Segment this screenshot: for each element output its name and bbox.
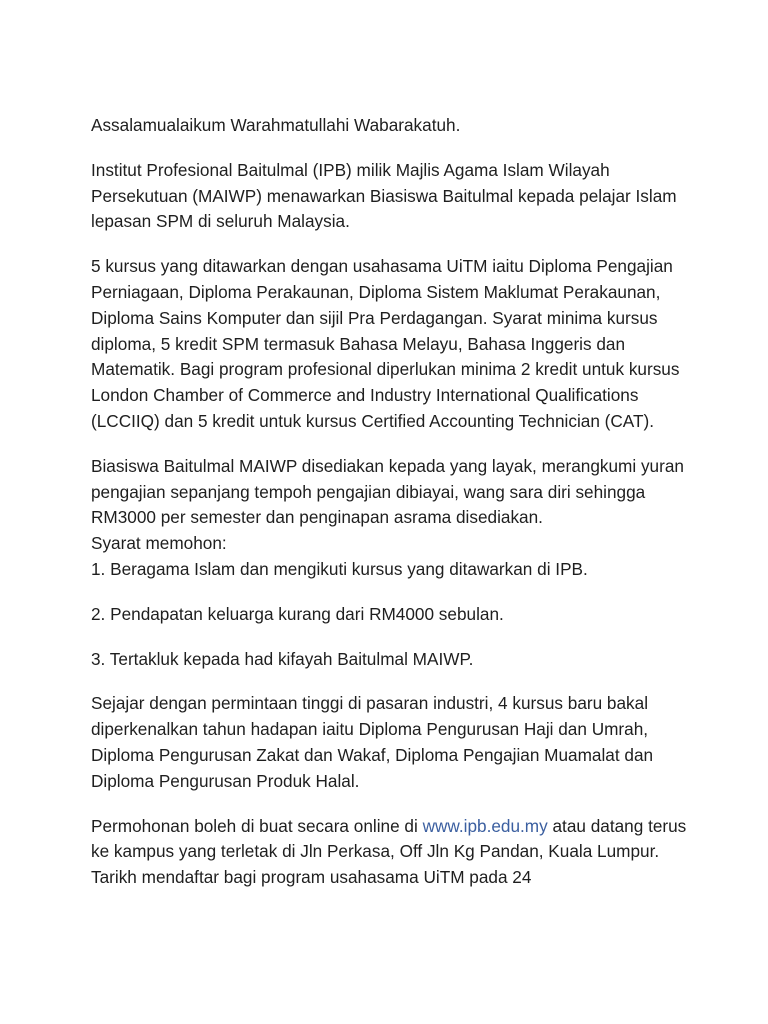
intro-paragraph: Institut Profesional Baitulmal (IPB) milik Majlis Agama Islam Wilayah Persekutuan (MAIWP) menawarkan Biasiswa Baitulmal kepada pelajar Islam lepasan SPM di seluruh Malaysia. bbox=[91, 159, 677, 232]
requirements-heading: Syarat memohon: bbox=[91, 533, 227, 554]
requirement-item-3: 3. Tertakluk kepada had kifayah Baitulmal MAIWP. bbox=[91, 648, 474, 669]
new-courses-paragraph: Sejajar dengan permintaan tinggi di pasaran industri, 4 kursus baru bakal diperkenalkan tahun hadapan iaitu Diploma Pengurusan Haji dan Umrah, Diploma Pengurusan Zakat dan Wakaf, Diploma Pengajian Muamalat dan Diploma Pengurusan Produk Halal. bbox=[91, 693, 654, 791]
apply-text-after-link: atau datang terus ke kampus yang terletak di Jln Perkasa, Off Jln Kg Pandan, Kuala Lumpur. Tarikh mendaftar bagi program usahasama UiTM pada 24 bbox=[91, 815, 687, 888]
requirement-item-2: 2. Pendapatan keluarga kurang dari RM4000 sebulan. bbox=[91, 603, 504, 624]
courses-paragraph: 5 kursus yang ditawarkan dengan usahasama UiTM iaitu Diploma Pengajian Perniagaan, Diploma Perakaunan, Diploma Sistem Maklumat Perakaunan, Diploma Sains Komputer dan sijil Pra Perdagangan. Syarat minima kursus diploma, 5 kredit SPM termasuk Bahasa Melayu, Bahasa Inggeris dan Matematik. Bagi program profesional diperlukan minima 2 kredit untuk kursus London Chamber of Commerce and Industry International Qualifications (LCCIIQ) dan 5 kredit untuk kursus Certified Accounting Technician (CAT). bbox=[91, 256, 680, 431]
requirement-item-1: 1. Beragama Islam dan mengikuti kursus yang ditawarkan di IPB. bbox=[91, 558, 588, 579]
apply-paragraph bbox=[91, 814, 708, 891]
ipb-website-link[interactable]: www.ipb.edu.my bbox=[422, 815, 548, 836]
scholarship-paragraph: Biasiswa Baitulmal MAIWP disediakan kepada yang layak, merangkumi yuran pengajian sepanjang tempoh pengajian dibiayai, wang sara diri sehingga RM3000 per semester dan penginapan asrama disediakan. bbox=[91, 455, 684, 528]
apply-text-before-link: Permohonan boleh di buat secara online di bbox=[91, 815, 423, 836]
greeting-paragraph: Assalamualaikum Warahmatullahi Wabarakatuh. bbox=[91, 115, 461, 135]
